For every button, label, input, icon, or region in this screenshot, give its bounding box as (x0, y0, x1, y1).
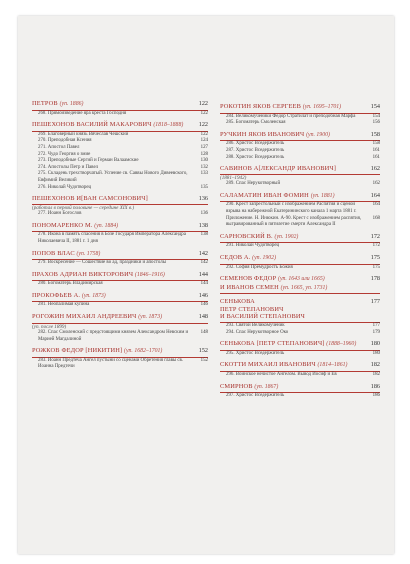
artist-dates: (уп. 1902) (252, 254, 276, 261)
toc-item (220, 243, 380, 250)
left-column (32, 16, 208, 554)
heading-page-number: 162 (370, 165, 380, 173)
artist-name-text: ПРАХОВ АДРИАН ВИКТОРОВИЧ (32, 270, 134, 278)
artist-name-text: СЕНЬКОВА [ПЕТР СТЕПАНОВИЧ] (220, 340, 325, 348)
artist-name-text: РОЖКОВ ФЕДОР [НИКИТИН] (32, 347, 123, 355)
artist-name (220, 254, 276, 263)
toc-entry (32, 267, 208, 288)
artist-name-text: ПРОКОФЬЕВ А. (32, 291, 81, 299)
item-page-number: 158 (372, 141, 380, 147)
artist-dates: (уп. 1902) (274, 233, 299, 240)
toc-item (220, 114, 380, 121)
item-page-number: 135 (200, 184, 208, 190)
item-title: 292. София Премудрость Божия (226, 264, 293, 270)
heading-page-number: 148 (198, 313, 208, 321)
heading-page-number: 122 (198, 121, 208, 129)
toc-item (32, 111, 208, 118)
item-page-number: 177 (372, 323, 380, 329)
artist-dates: (1814–1861) (317, 362, 348, 369)
heading-page-number: 154 (370, 103, 380, 110)
artist-name (220, 103, 341, 112)
toc-entry (220, 127, 380, 161)
artist-name-text: СЕНЬКОВА (220, 298, 255, 306)
item-title: 278. Икона в память спасения в Бозе Государя Императора Александра Николаевича II, 1881 г. 1 дня (38, 232, 186, 244)
item-page-number: 130 (200, 158, 208, 164)
toc-item (220, 372, 380, 379)
artist-heading (220, 250, 380, 265)
item-title: 273. Преподобные Сергий и Герман Валаамские (38, 158, 139, 164)
artist-heading (220, 188, 380, 203)
toc-item (32, 152, 208, 159)
artist-heading (220, 161, 380, 175)
heading-page-number: 178 (370, 275, 380, 283)
item-page-number: 161 (372, 147, 380, 153)
heading-page-number: 152 (198, 347, 208, 355)
toc-item (32, 145, 208, 152)
artist-heading (32, 191, 208, 205)
artist-name-text: РОГОЖИН МИХАИЛ АНДРЕЕВИЧ (32, 313, 137, 321)
item-page-number: 179 (372, 329, 380, 335)
toc-item (32, 185, 208, 192)
heading-page-number: 177 (370, 298, 380, 306)
artist-heading (32, 343, 208, 358)
item-page-number: 180 (372, 350, 380, 356)
item-title: 296. Воинское нечистое Ангелом. Вывод Иосиф и Ев (226, 372, 337, 378)
item-page-number: 156 (372, 120, 380, 126)
artist-name-text: САВИНОВ А[ЛЕКСАНДР ИВАНОВИЧ] (220, 165, 336, 173)
artist-name (32, 250, 100, 259)
artist-name-text: ПЕШЕХОНОВ ВАСИЛИЙ МАКАРОВИЧ (32, 121, 152, 129)
toc-entry (220, 250, 380, 271)
artist-dates: (1888–1960) (326, 341, 357, 348)
toc-entry (220, 229, 380, 250)
artist-dates: (1818–1888) (153, 122, 184, 129)
heading-page-number: 138 (198, 221, 208, 229)
item-page-number: 122 (200, 131, 208, 137)
item-title: 271. Апостол Павел (38, 144, 80, 150)
item-title: 286. Христос Вседержитель (226, 141, 285, 147)
toc-item (32, 132, 208, 139)
heading-page-number: 186 (370, 382, 380, 390)
item-title: 276. Николай Чудотворец (38, 184, 92, 190)
item-page-number: 132 (200, 164, 208, 170)
artist-heading (32, 246, 208, 261)
artist-name (220, 233, 298, 242)
toc-item (32, 171, 208, 184)
artist-name (32, 292, 106, 301)
heading-page-number: 172 (370, 232, 380, 240)
item-title: 283. Иоанн Предтеча Ангел пустыни со сценами Обретения главы св. Иоанна Предтечи (38, 357, 184, 370)
item-page-number: 144 (200, 281, 208, 287)
artist-dates: (1846–1916) (134, 271, 165, 278)
toc-entry (220, 188, 380, 229)
item-title: 280. Богоматерь Владимирская (38, 281, 103, 287)
artist-name-line2: И ИВАНОВ СЕМЕН (220, 283, 279, 291)
item-title: 268. Прямоизведение яра креста Господня (38, 110, 127, 116)
toc-item (32, 211, 208, 218)
artist-name (220, 131, 330, 140)
artist-name (220, 192, 335, 201)
item-page-number: 127 (200, 144, 208, 150)
toc-item (220, 265, 380, 272)
artist-dates: (уп. 1886) (59, 101, 84, 107)
toc-entry (220, 294, 380, 336)
artist-heading (32, 288, 208, 303)
item-page-number: 136 (200, 211, 208, 217)
artist-dates: (уп. 1758) (76, 250, 101, 257)
item-title: 279. Воскресение — Сошествие во ад, праздники и апостолы (38, 260, 166, 266)
item-title: 291. Николай Чудотворец (226, 243, 280, 249)
artist-heading (220, 271, 380, 294)
toc-entry (32, 96, 208, 117)
artist-name-line2: ПЕТР СТЕПАНОВИЧ (220, 305, 284, 313)
item-page-number: 124 (200, 138, 208, 144)
item-page-number: 133 (200, 171, 208, 177)
toc-entry (220, 99, 380, 127)
artist-name (32, 313, 162, 322)
right-column (220, 16, 380, 554)
artist-dates: (уп. 1873) (81, 292, 106, 299)
artist-subtitle: (работал в первой половине — середине XIX в.) (32, 204, 135, 211)
artist-heading (220, 229, 380, 244)
item-page-number: 152 (200, 357, 208, 363)
artist-name-text: СМИРНОВ (220, 382, 253, 390)
toc-entry (32, 246, 208, 267)
toc-item (220, 181, 380, 188)
toc-item (220, 330, 380, 337)
item-title: 288. Христос Вседержитель (226, 154, 285, 160)
heading-page-number: 180 (370, 340, 380, 348)
artist-dates: (уп. 1867) (254, 383, 279, 390)
item-page-number: 148 (200, 330, 208, 336)
artist-name (32, 100, 83, 109)
heading-page-number: 175 (370, 253, 380, 261)
item-page-number: 164 (372, 202, 380, 208)
artist-heading (220, 294, 380, 323)
heading-page-number: 136 (198, 195, 208, 203)
heading-page-number: 122 (198, 100, 208, 107)
artist-name-text: САЛАМАТИН ИВАН ФОМИН (220, 191, 309, 199)
item-title: 290. Крест запрестольный с изображением Распятия и сценой взрыва на набережной Екатерининского канала 1 марта 1881 г. (226, 202, 357, 214)
toc-entry (220, 271, 380, 294)
artist-name-text: САРНОВСКИЙ В. (220, 232, 273, 240)
artist-name-text: СЕДОВ А. (220, 253, 251, 261)
artist-dates: (уп. 1881) (310, 192, 335, 199)
artist-name (32, 347, 162, 356)
item-page-number: 138 (200, 232, 208, 238)
toc-item (220, 155, 380, 162)
artist-heading (220, 336, 380, 351)
artist-name-text: ПЕТРОВ (32, 100, 58, 107)
artist-dates: (уп. 1873) (138, 314, 163, 321)
heading-page-number: 164 (370, 191, 380, 199)
item-title: Приложение. Н. Инюкин. А-90. Крест с изображением распятия, выгравированный в пятилетие смерти Александра II (226, 215, 362, 228)
toc-item (32, 165, 208, 172)
artist-heading (32, 96, 208, 111)
artist-name (220, 340, 356, 349)
toc-entry (32, 343, 208, 371)
item-title: 269. Благоверный князь Вячеслав Чешский (38, 131, 129, 137)
item-title: 272. Чудо Георгия о змие (38, 151, 91, 157)
artist-heading (32, 309, 208, 324)
toc-item (32, 260, 208, 267)
toc-item (220, 216, 380, 229)
toc-entry (32, 309, 208, 343)
toc-entry (32, 218, 208, 246)
toc-item (32, 302, 208, 309)
item-title: 295. Христос Вседержитель (226, 350, 285, 356)
item-title: 277. Иоанн Богослов (38, 211, 82, 217)
artist-name-text: СКОТТИ МИХАИЛ ИВАНОВИЧ (220, 361, 316, 369)
item-page-number: 122 (200, 110, 208, 116)
toc-item (32, 138, 208, 145)
item-page-number: 168 (372, 215, 380, 221)
artist-dates: (уп. 1643 или 1665) (278, 276, 325, 283)
item-title: 294. Спас Нерукотворное Око (226, 329, 289, 335)
item-title: 289. Спас Нерукотворный (226, 181, 281, 187)
toc-item (32, 281, 208, 288)
artist-name (32, 195, 148, 203)
toc-item (220, 351, 380, 358)
item-page-number: 154 (372, 113, 380, 119)
item-title: 297. Христос Вседержитель (226, 393, 285, 399)
toc-entry (220, 379, 380, 400)
item-title: 275. Складень трехстворчатый. Успение св. Саввы Нового Дивеевского, Евфимий Великий (38, 171, 188, 183)
item-page-number: 161 (372, 154, 380, 160)
artist-subtitle: (1881–1942) (220, 174, 247, 181)
heading-page-number: 142 (198, 249, 208, 257)
toc-item (220, 120, 380, 127)
item-page-number: 182 (372, 372, 380, 378)
item-title: 274. Апостолы Петр и Павел (38, 164, 99, 170)
artist-subtitle: (уп. после 1899) (32, 323, 67, 330)
artist-name-text: СЕМЕНОВ ФЕДОР (220, 275, 277, 283)
item-title: 285. Богоматерь Смоленская (226, 120, 286, 126)
toc-item (220, 323, 380, 330)
artist-name-text: РОКОТИН ЯКОВ СЕРГЕЕВ (220, 103, 302, 110)
item-page-number: 175 (372, 264, 380, 270)
item-page-number: 128 (200, 151, 208, 157)
item-title: 284. Великомученики Федор Стратилат и преподобная Марфа (226, 113, 356, 119)
artist-name (220, 275, 327, 292)
artist-heading (220, 379, 380, 394)
item-title: 270. Преподобная Ксения (38, 138, 92, 144)
toc-entry (220, 161, 380, 188)
item-page-number: 146 (200, 302, 208, 308)
toc-item (220, 148, 380, 155)
artist-dates-2: (уп. 1665, уп. 1731) (280, 284, 328, 291)
toc-item (220, 141, 380, 148)
artist-name-text: ПОПОВ ВЛАС (32, 249, 75, 257)
item-page-number: 142 (200, 260, 208, 266)
artist-name (32, 121, 183, 130)
item-page-number: 186 (372, 393, 380, 399)
toc-item (32, 330, 208, 343)
artist-name-text: РУЧКИН ЯКОВ ИВАНОВИЧ (220, 130, 305, 138)
artist-name-line3: И ВАСИЛИЙ СТЕПАНОВИЧ (220, 313, 305, 321)
toc-entry (220, 357, 380, 378)
artist-heading (32, 117, 208, 132)
artist-name (32, 271, 165, 280)
toc-entry (32, 117, 208, 191)
toc-item (32, 358, 208, 371)
artist-name (220, 298, 305, 321)
toc-entry (32, 191, 208, 218)
toc-entry (220, 336, 380, 357)
artist-name (220, 165, 336, 173)
item-title: 281. Неопалимая купина (38, 302, 90, 308)
item-title: 293. Святой Великомученик (226, 323, 285, 329)
heading-page-number: 144 (198, 270, 208, 278)
artist-name (220, 383, 278, 392)
artist-name (220, 361, 347, 370)
toc-item (220, 202, 380, 215)
artist-heading (220, 99, 380, 114)
toc-item (32, 232, 208, 245)
artist-heading (32, 218, 208, 233)
artist-heading (32, 267, 208, 282)
artist-dates: (уп. 1900) (306, 131, 330, 138)
artist-heading (220, 357, 380, 372)
artist-dates: (уп. 1682–1701) (124, 348, 163, 355)
heading-page-number: 146 (198, 291, 208, 299)
artist-name-text: ПЕШЕХОНОВ И[ВАН САМСОНОВИЧ] (32, 195, 148, 203)
artist-dates: (уп. 1884) (94, 222, 119, 229)
heading-page-number: 158 (370, 130, 380, 138)
toc-item (220, 393, 380, 400)
artist-dates: (уп. 1695–1701) (302, 104, 342, 110)
item-title: 282. Спас Смоленский с предстоящими князем Александром Невским и Марией Магдалиной (38, 330, 189, 342)
artist-name (32, 222, 118, 231)
heading-page-number: 182 (370, 361, 380, 369)
book-page (18, 16, 394, 554)
item-page-number: 172 (372, 243, 380, 249)
artist-heading (220, 127, 380, 142)
toc-entry (32, 288, 208, 309)
artist-name-text: ПОНОМАРЕНКО М. (32, 221, 93, 229)
toc-item (32, 158, 208, 165)
item-title: 287. Христос Вседержитель (226, 147, 285, 153)
item-page-number: 162 (372, 181, 380, 187)
